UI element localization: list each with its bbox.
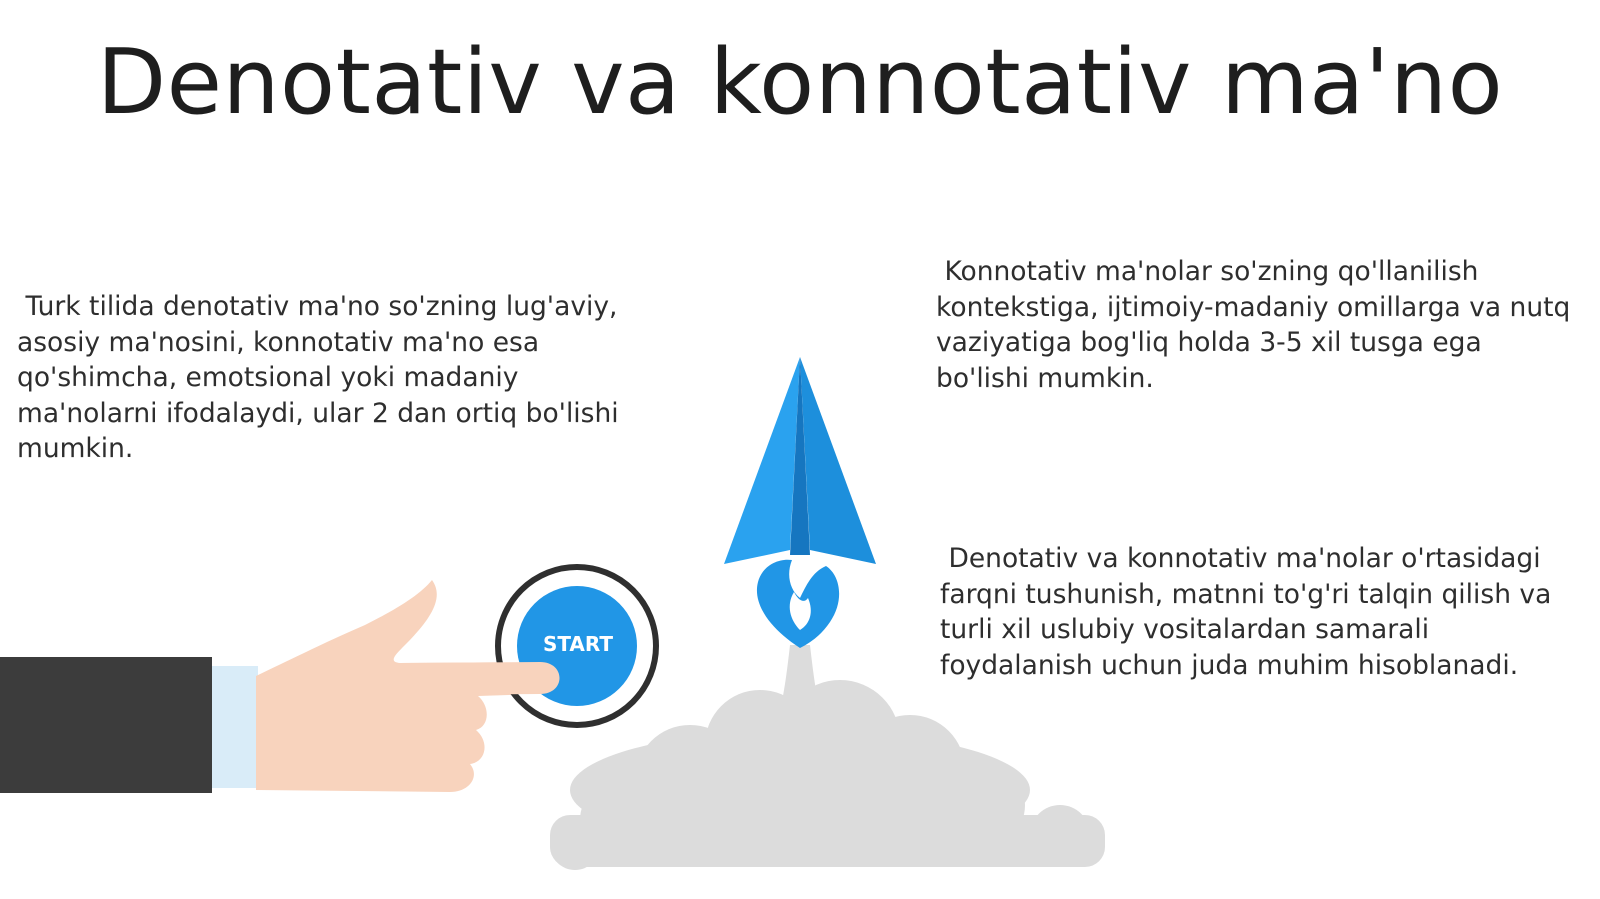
paragraph-left: Turk tilida denotativ ma'no so'zning lug'aviy, asosiy ma'nosini, konnotativ ma'no esa qo'shimcha, emotsional yoki madaniy ma'nolarni ifodalaydi, ular 2 dan ortiq bo'lishi mumkin.: [17, 291, 628, 464]
paragraph-right-bottom: Denotativ va konnotativ ma'nolar o'rtasidagi farqni tushunish, matnni to'g'ri talqin qilish va turli xil uslubiy vositalardan samarali foydalanish uchun juda muhim hisoblanadi.: [940, 543, 1560, 681]
slide-title: Denotativ va konnotativ ma'no: [96, 30, 1504, 135]
paper-rocket-icon: [724, 357, 876, 564]
flame-icon: [757, 560, 839, 648]
start-button[interactable]: START: [542, 632, 614, 656]
paragraph-right-top: Konnotativ ma'nolar so'zning qo'llanilish kontekstiga, ijtimoiy-madaniy omillarga va nutq vaziyatiga bog'liq holda 3-5 xil tusga ega bo'lishi mumkin.: [936, 256, 1579, 394]
